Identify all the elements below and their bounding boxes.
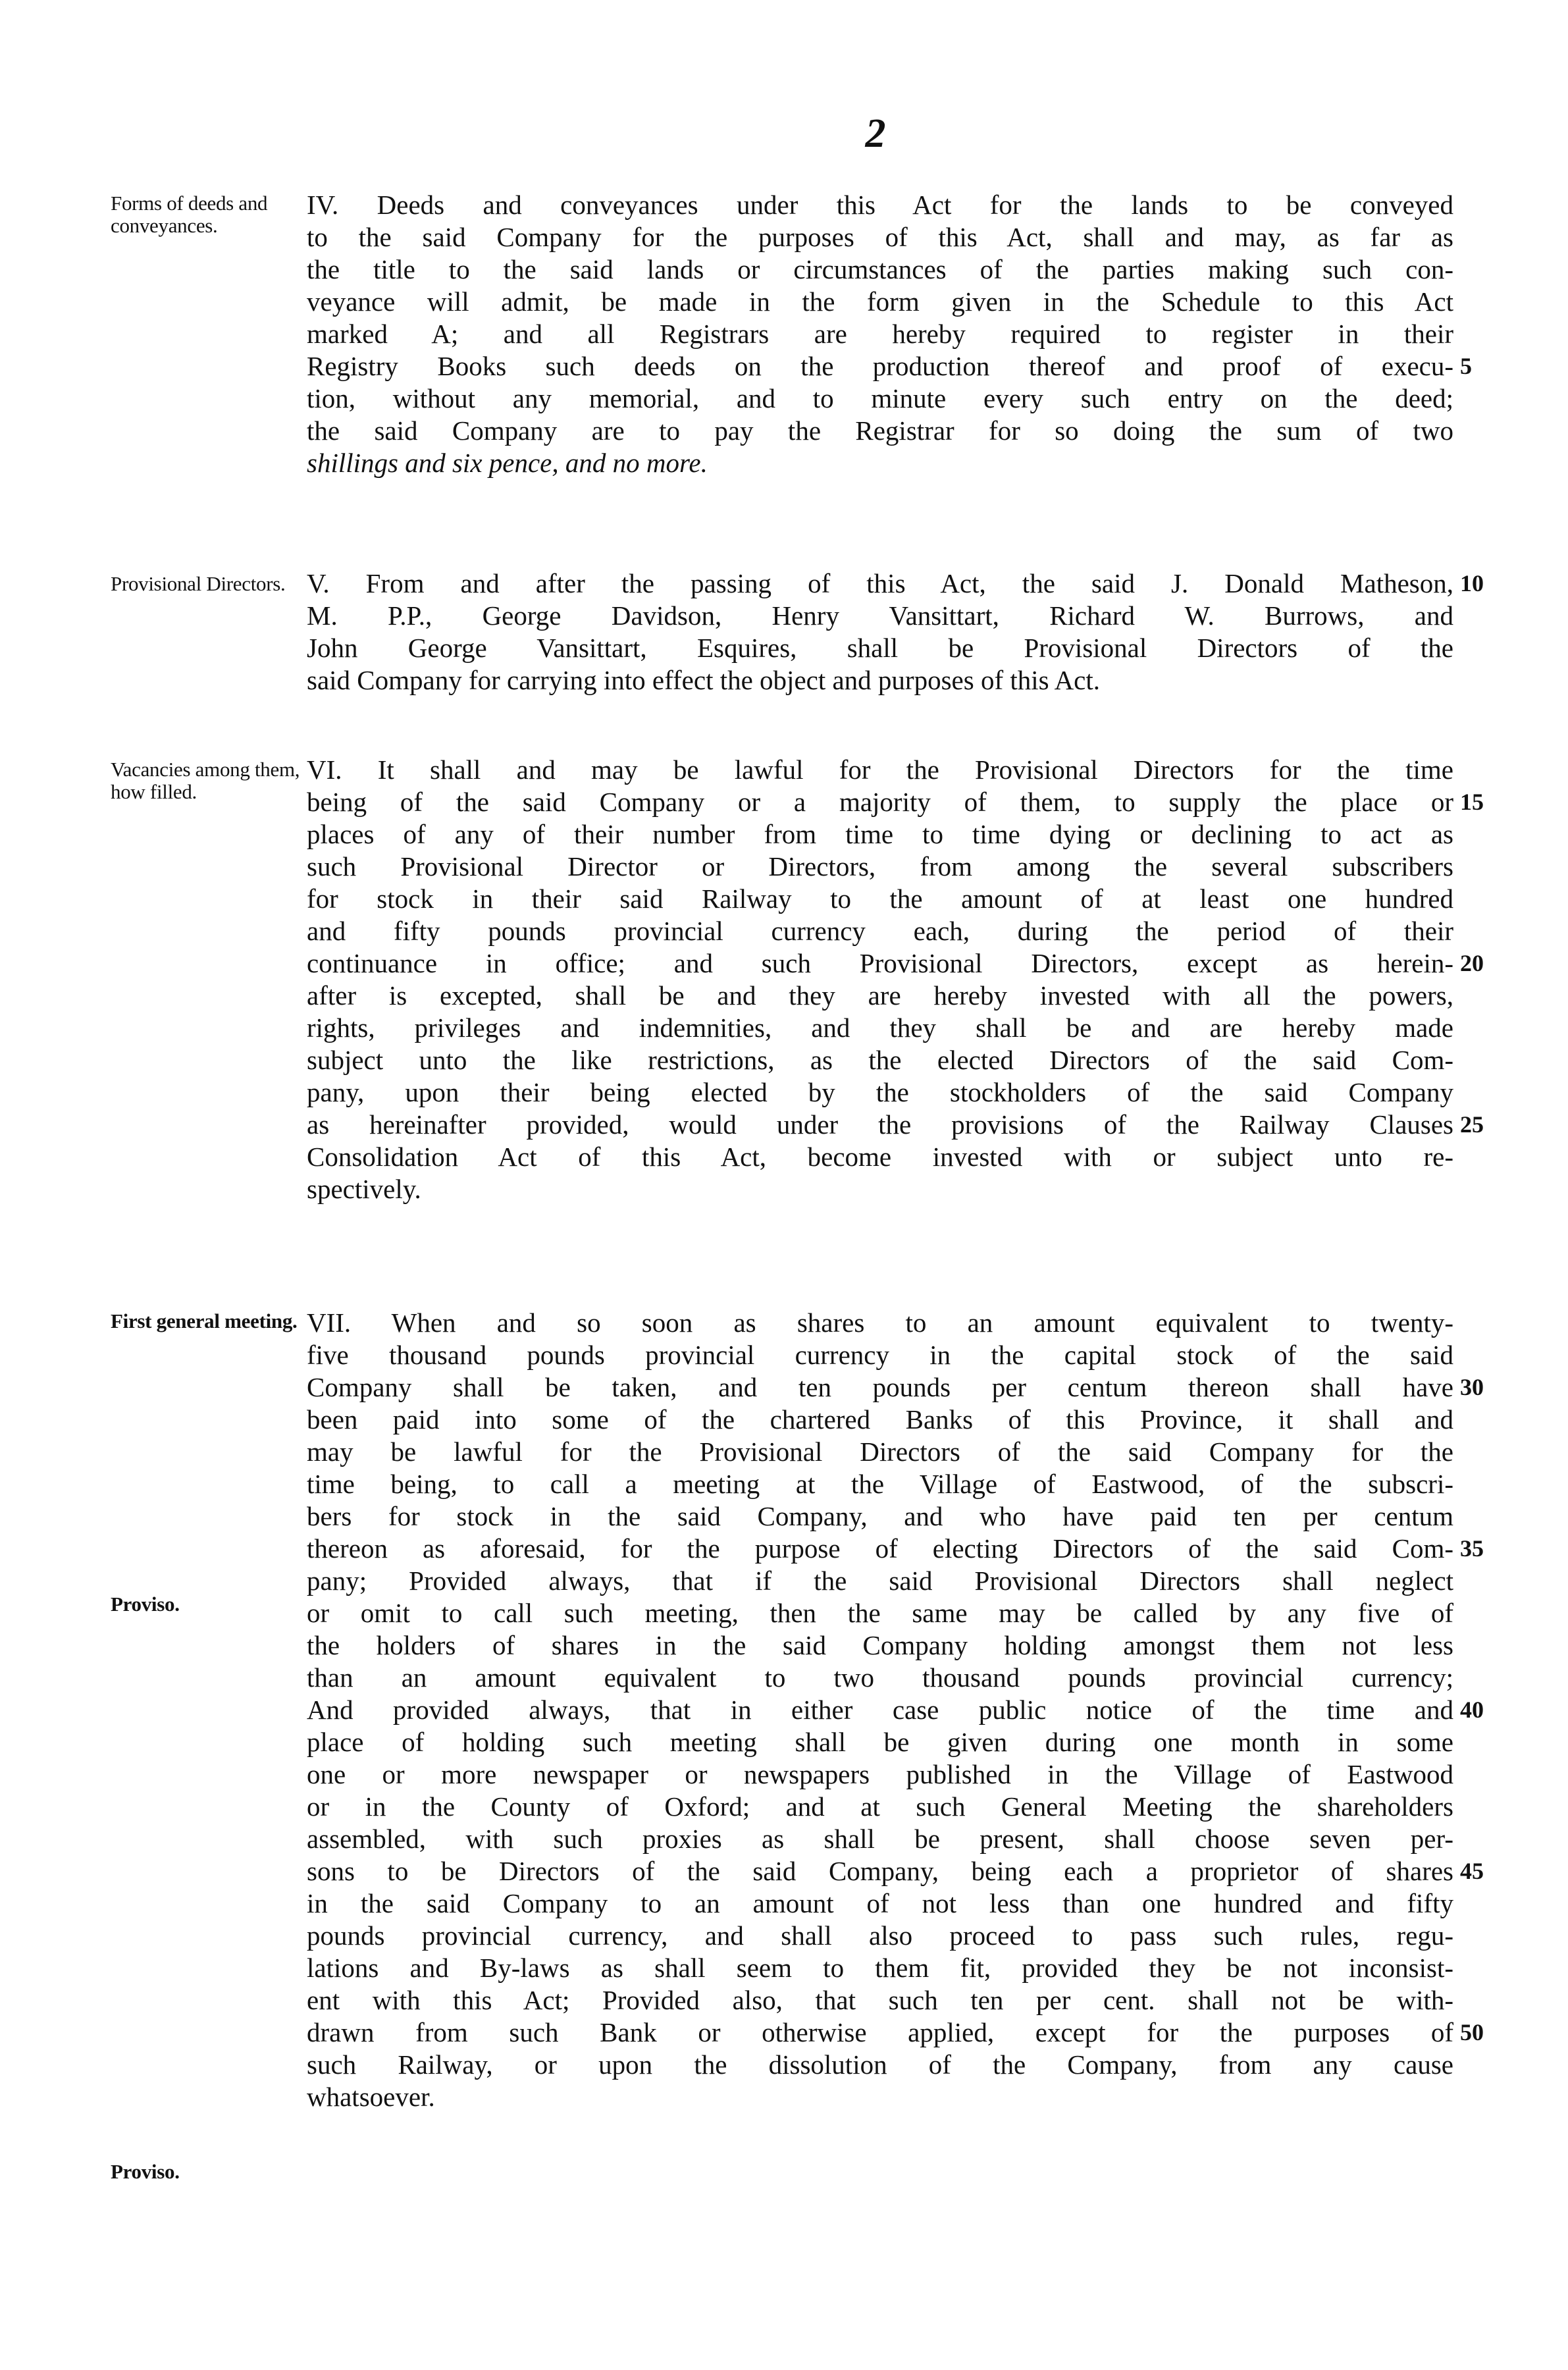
text-line: to the said Company for the purposes of this Act, shall and may, as far as — [307, 222, 1453, 252]
text-line: pany; Provided always, that if the said Provisional Directors shall neglect — [307, 1566, 1453, 1596]
text-line: the said Company are to pay the Registrar for so doing the sum of two — [307, 415, 1453, 446]
text-line: or in the County of Oxford; and at such General Meeting the shareholders — [307, 1791, 1453, 1822]
line-number: 15 — [1460, 789, 1484, 815]
section-iv — [307, 189, 1453, 479]
text-line: Consolidation Act of this Act, become invested with or subject unto re- — [307, 1142, 1453, 1172]
margin-note-first-general-meeting: First general meeting. — [111, 1309, 298, 1332]
text-line: for stock in their said Railway to the amount of at least one hundred — [307, 883, 1453, 914]
text-line: rights, privileges and indemnities, and they shall be and are hereby made — [307, 1013, 1453, 1043]
margin-note-proviso-1: Proviso. — [111, 1593, 180, 1616]
text-line: M. P.P., George Davidson, Henry Vansittart, Richard W. Burrows, and — [307, 600, 1453, 631]
text-line: bers for stock in the said Company, and who have paid ten per centum — [307, 1501, 1453, 1531]
text-line: pany, upon their being elected by the stockholders of the said Company — [307, 1077, 1453, 1107]
margin-note-proviso-2: Proviso. — [111, 2160, 180, 2183]
text-line: John George Vansittart, Esquires, shall be Provisional Directors of the — [307, 633, 1453, 663]
line-number: 25 — [1460, 1111, 1484, 1138]
section-vii — [307, 1307, 1453, 2113]
line-number: 35 — [1460, 1535, 1484, 1562]
text-line: may be lawful for the Provisional Directors of the said Company for the — [307, 1436, 1453, 1467]
text-line: places of any of their number from time to time dying or declining to act as — [307, 819, 1453, 849]
text-line: such Provisional Director or Directors, from among the several subscribers — [307, 851, 1453, 882]
text-line: V. From and after the passing of this Act, the said J. Donald Matheson, — [307, 568, 1453, 598]
text-line: assembled, with such proxies as shall be present, shall choose seven per- — [307, 1824, 1453, 1854]
text-line: or omit to call such meeting, then the same may be called by any five of — [307, 1598, 1453, 1628]
section-vi — [307, 754, 1453, 1205]
page-number: 2 — [865, 111, 886, 156]
text-line: veyance will admit, be made in the form given in the Schedule to this Act — [307, 286, 1453, 317]
text-line: tion, without any memorial, and to minute every such entry on the deed; — [307, 383, 1453, 413]
text-line: Company shall be taken, and ten pounds per centum thereon shall have — [307, 1372, 1453, 1402]
text-line: continuance in office; and such Provisional Directors, except as herein- — [307, 948, 1453, 978]
text-line: after is excepted, shall be and they are hereby invested with all the powers, — [307, 980, 1453, 1011]
text-line: than an amount equivalent to two thousand pounds provincial currency; — [307, 1662, 1453, 1693]
margin-note-forms-of-deeds: Forms of deeds and conveyances. — [111, 192, 268, 237]
text-line: five thousand pounds provincial currency in the capital stock of the said — [307, 1340, 1453, 1370]
line-number: 10 — [1460, 570, 1484, 596]
text-line: VI. It shall and may be lawful for the Provisional Directors for the time — [307, 754, 1453, 785]
line-number: 45 — [1460, 1858, 1484, 1884]
text-line: the title to the said lands or circumstances of the parties making such con- — [307, 254, 1453, 284]
line-number: 5 — [1460, 353, 1472, 379]
line-number: 30 — [1460, 1374, 1484, 1400]
text-line: and fifty pounds provincial currency each, during the period of their — [307, 916, 1453, 946]
text-line: one or more newspaper or newspapers published in the Village of Eastwood — [307, 1759, 1453, 1789]
text-line: pounds provincial currency, and shall also proceed to pass such rules, regu- — [307, 1920, 1453, 1951]
text-line: time being, to call a meeting at the Village of Eastwood, of the subscri- — [307, 1469, 1453, 1499]
text-line: said Company for carrying into effect the object and purposes of this Act. — [307, 665, 1101, 695]
text-line: in the said Company to an amount of not less than one hundred and fifty — [307, 1888, 1453, 1918]
text-line: subject unto the like restrictions, as the elected Directors of the said Com- — [307, 1045, 1453, 1075]
text-line: sons to be Directors of the said Company, being each a proprietor of shares — [307, 1856, 1453, 1886]
text-line: the holders of shares in the said Company holding amongst them not less — [307, 1630, 1453, 1660]
text-line: shillings and six pence, and no more. — [307, 448, 708, 478]
text-line: thereon as aforesaid, for the purpose of electing Directors of the said Com- — [307, 1533, 1453, 1564]
text-line: drawn from such Bank or otherwise applied, except for the purposes of — [307, 2017, 1453, 2047]
text-line: as hereinafter provided, would under the provisions of the Railway Clauses — [307, 1109, 1453, 1140]
text-line: VII. When and so soon as shares to an amount equivalent to twenty- — [307, 1307, 1453, 1338]
text-line: been paid into some of the chartered Banks of this Province, it shall and — [307, 1404, 1453, 1435]
text-line: marked A; and all Registrars are hereby required to register in their — [307, 319, 1453, 349]
text-line: IV. Deeds and conveyances under this Act for the lands to be conveyed — [307, 190, 1453, 220]
line-number: 20 — [1460, 950, 1484, 976]
line-number: 50 — [1460, 2019, 1484, 2045]
text-line: place of holding such meeting shall be given during one month in some — [307, 1727, 1453, 1757]
margin-note-provisional-directors: Provisional Directors. — [111, 572, 286, 595]
margin-note-vacancies: Vacancies among them, how filled. — [111, 758, 300, 803]
text-line: lations and By-laws as shall seem to them fit, provided they be not inconsist- — [307, 1953, 1453, 1983]
text-line: being of the said Company or a majority of them, to supply the place or — [307, 787, 1453, 817]
line-number: 40 — [1460, 1697, 1484, 1723]
section-v — [307, 567, 1453, 697]
text-line: spectively. — [307, 1174, 421, 1204]
text-line: Registry Books such deeds on the production thereof and proof of execu- — [307, 351, 1453, 381]
text-line: And provided always, that in either case public notice of the time and — [307, 1695, 1453, 1725]
text-line: whatsoever. — [307, 2082, 435, 2112]
text-line: ent with this Act; Provided also, that such ten per cent. shall not be with- — [307, 1985, 1453, 2015]
text-line: such Railway, or upon the dissolution of the Company, from any cause — [307, 2049, 1453, 2080]
